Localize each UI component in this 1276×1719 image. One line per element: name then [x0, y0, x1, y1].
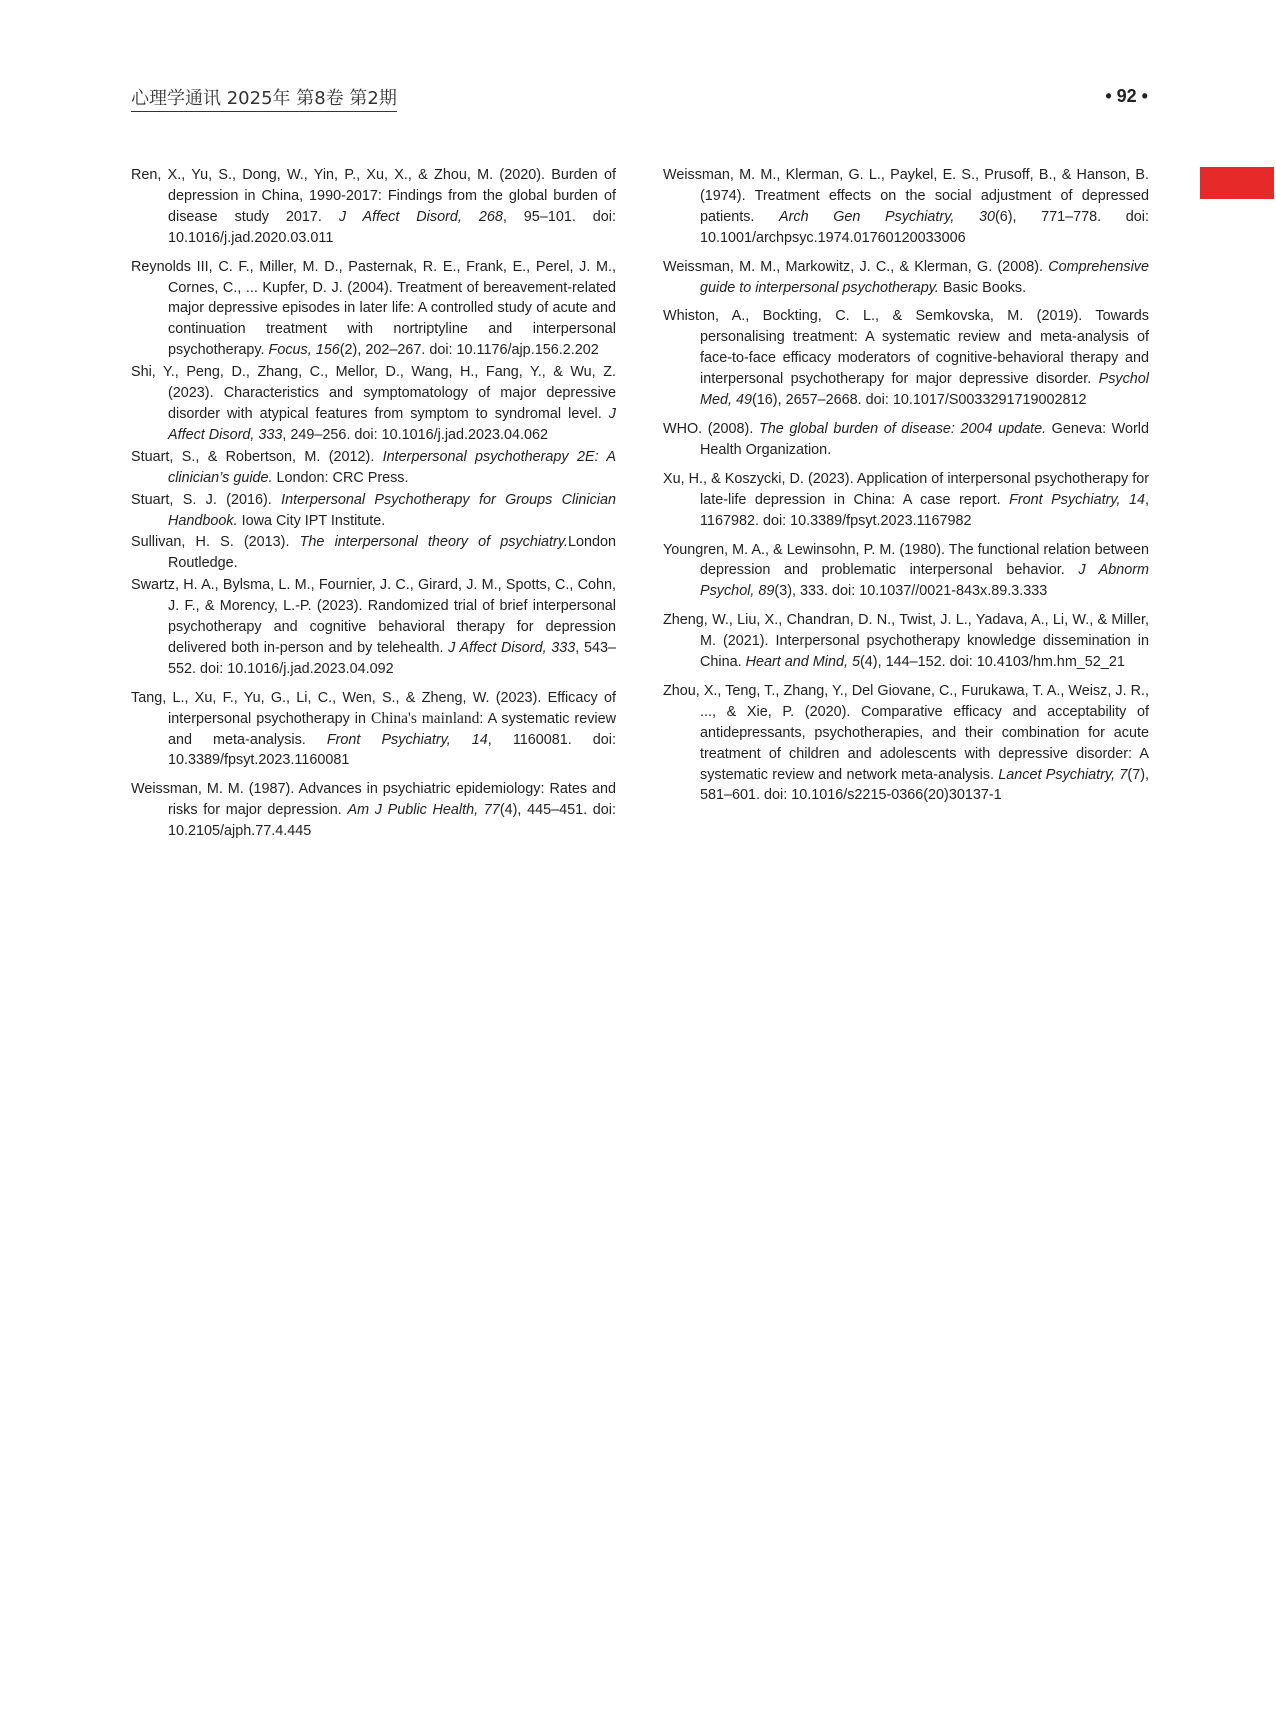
reference-item: Whiston, A., Bockting, C. L., & Semkovska, M. (2019). Towards personalising treatment: A systematic review and meta-analysis of face-to-face efficacy moderators of cognitive-behavioral therapy and interpersonal psychotherapy for major depressive disorder. Psychol Med, 49(16), 2657–2668. doi: 10.1017/S0033291719002812	[663, 308, 1149, 409]
references-right-column	[663, 165, 1149, 807]
reference-item: Weissman, M. M., Markowitz, J. C., & Klerman, G. (2008). Comprehensive guide to interpersonal psychotherapy. Basic Books.	[663, 258, 1149, 296]
reference-item: Stuart, S. J. (2016). Interpersonal Psychotherapy for Groups Clinician Handbook. Iowa City IPT Institute.	[131, 491, 616, 529]
reference-item: Swartz, H. A., Bylsma, L. M., Fournier, J. C., Girard, J. M., Spotts, C., Cohn, J. F., & Morency, L.-P. (2023). Randomized trial of brief interpersonal psychotherapy and cognitive behavioral therapy for depression delivered both in-person and by telehealth. J Affect Disord, 333, 543–552. doi: 10.1016/j.jad.2023.04.092	[131, 577, 616, 677]
reference-item: Sullivan, H. S. (2013). The interpersonal theory of psychiatry.London Routledge.	[131, 534, 616, 572]
reference-item: Shi, Y., Peng, D., Zhang, C., Mellor, D., Wang, H., Fang, Y., & Wu, Z. (2023). Characteristics and symptomatology of major depressive disorder with atypical features from symptom to syndromal level. J Affect Disord, 333, 249–256. doi: 10.1016/j.jad.2023.04.062	[131, 364, 616, 443]
reference-item: Youngren, M. A., & Lewinsohn, P. M. (1980). The functional relation between depression and problematic interpersonal behavior. J Abnorm Psychol, 89(3), 333. doi: 10.1037//0021-843x.89.3.333	[663, 541, 1149, 600]
section-tab-marker	[1200, 167, 1274, 199]
reference-item: Tang, L., Xu, F., Yu, G., Li, C., Wen, S., & Zheng, W. (2023). Efficacy of interpersonal psychotherapy in China's mainland: A systematic review and meta-analysis. Front Psychiatry, 14, 1160081. doi: 10.3389/fpsyt.2023.1160081	[131, 689, 616, 769]
reference-item: Weissman, M. M. (1987). Advances in psychiatric epidemiology: Rates and risks for major depression. Am J Public Health, 77(4), 445–451. doi: 10.2105/ajph.77.4.445	[131, 781, 617, 840]
reference-item: Xu, H., & Koszycki, D. (2023). Application of interpersonal psychotherapy for late-life depression in China: A case report. Front Psychiatry, 14, 1167982. doi: 10.3389/fpsyt.2023.1167982	[663, 470, 1149, 529]
reference-item: Reynolds III, C. F., Miller, M. D., Pasternak, R. E., Frank, E., Perel, J. M., Cornes, C., ... Kupfer, D. J. (2004). Treatment of bereavement-related major depressive episodes in later life: A controlled study of acute and continuation treatment with nortriptyline and interpersonal psychotherapy. Focus, 156(2), 202–267. doi: 10.1176/ajp.156.2.202	[131, 258, 616, 359]
reference-item: Weissman, M. M., Klerman, G. L., Paykel, E. S., Prusoff, B., & Hanson, B. (1974). Treatment effects on the social adjustment of depressed patients. Arch Gen Psychiatry, 30(6), 771–778. doi: 10.1001/archpsyc.1974.01760120033006	[663, 167, 1149, 246]
reference-item: WHO. (2008). The global burden of disease: 2004 update. Geneva: World Health Organization.	[663, 420, 1149, 458]
reference-item: Stuart, S., & Robertson, M. (2012). Interpersonal psychotherapy 2E: A clinician’s guide. London: CRC Press.	[131, 448, 616, 486]
journal-header: 心理学通讯 2025年 第8卷 第2期	[131, 84, 397, 112]
references-left-column	[131, 165, 616, 843]
page-number: • 92 •	[1105, 86, 1148, 106]
reference-item: Ren, X., Yu, S., Dong, W., Yin, P., Xu, X., & Zhou, M. (2020). Burden of depression in China, 1990-2017: Findings from the global burden of disease study 2017. J Affect Disord, 268, 95–101. doi: 10.1016/j.jad.2020.03.011	[131, 167, 616, 246]
reference-item: Zheng, W., Liu, X., Chandran, D. N., Twist, J. L., Yadava, A., Li, W., & Miller, M. (2021). Interpersonal psychotherapy knowledge dissemination in China. Heart and Mind, 5(4), 144–152. doi: 10.4103/hm.hm_52_21	[663, 612, 1149, 671]
reference-item: Zhou, X., Teng, T., Zhang, Y., Del Giovane, C., Furukawa, T. A., Weisz, J. R., ..., & Xie, P. (2020). Comparative efficacy and acceptability of antidepressants, psychotherapies, and their combination for acute treatment of children and adolescents with depressive disorder: A systematic review and network meta-analysis. Lancet Psychiatry, 7(7), 581–601. doi: 10.1016/s2215-0366(20)30137-1	[663, 682, 1150, 804]
